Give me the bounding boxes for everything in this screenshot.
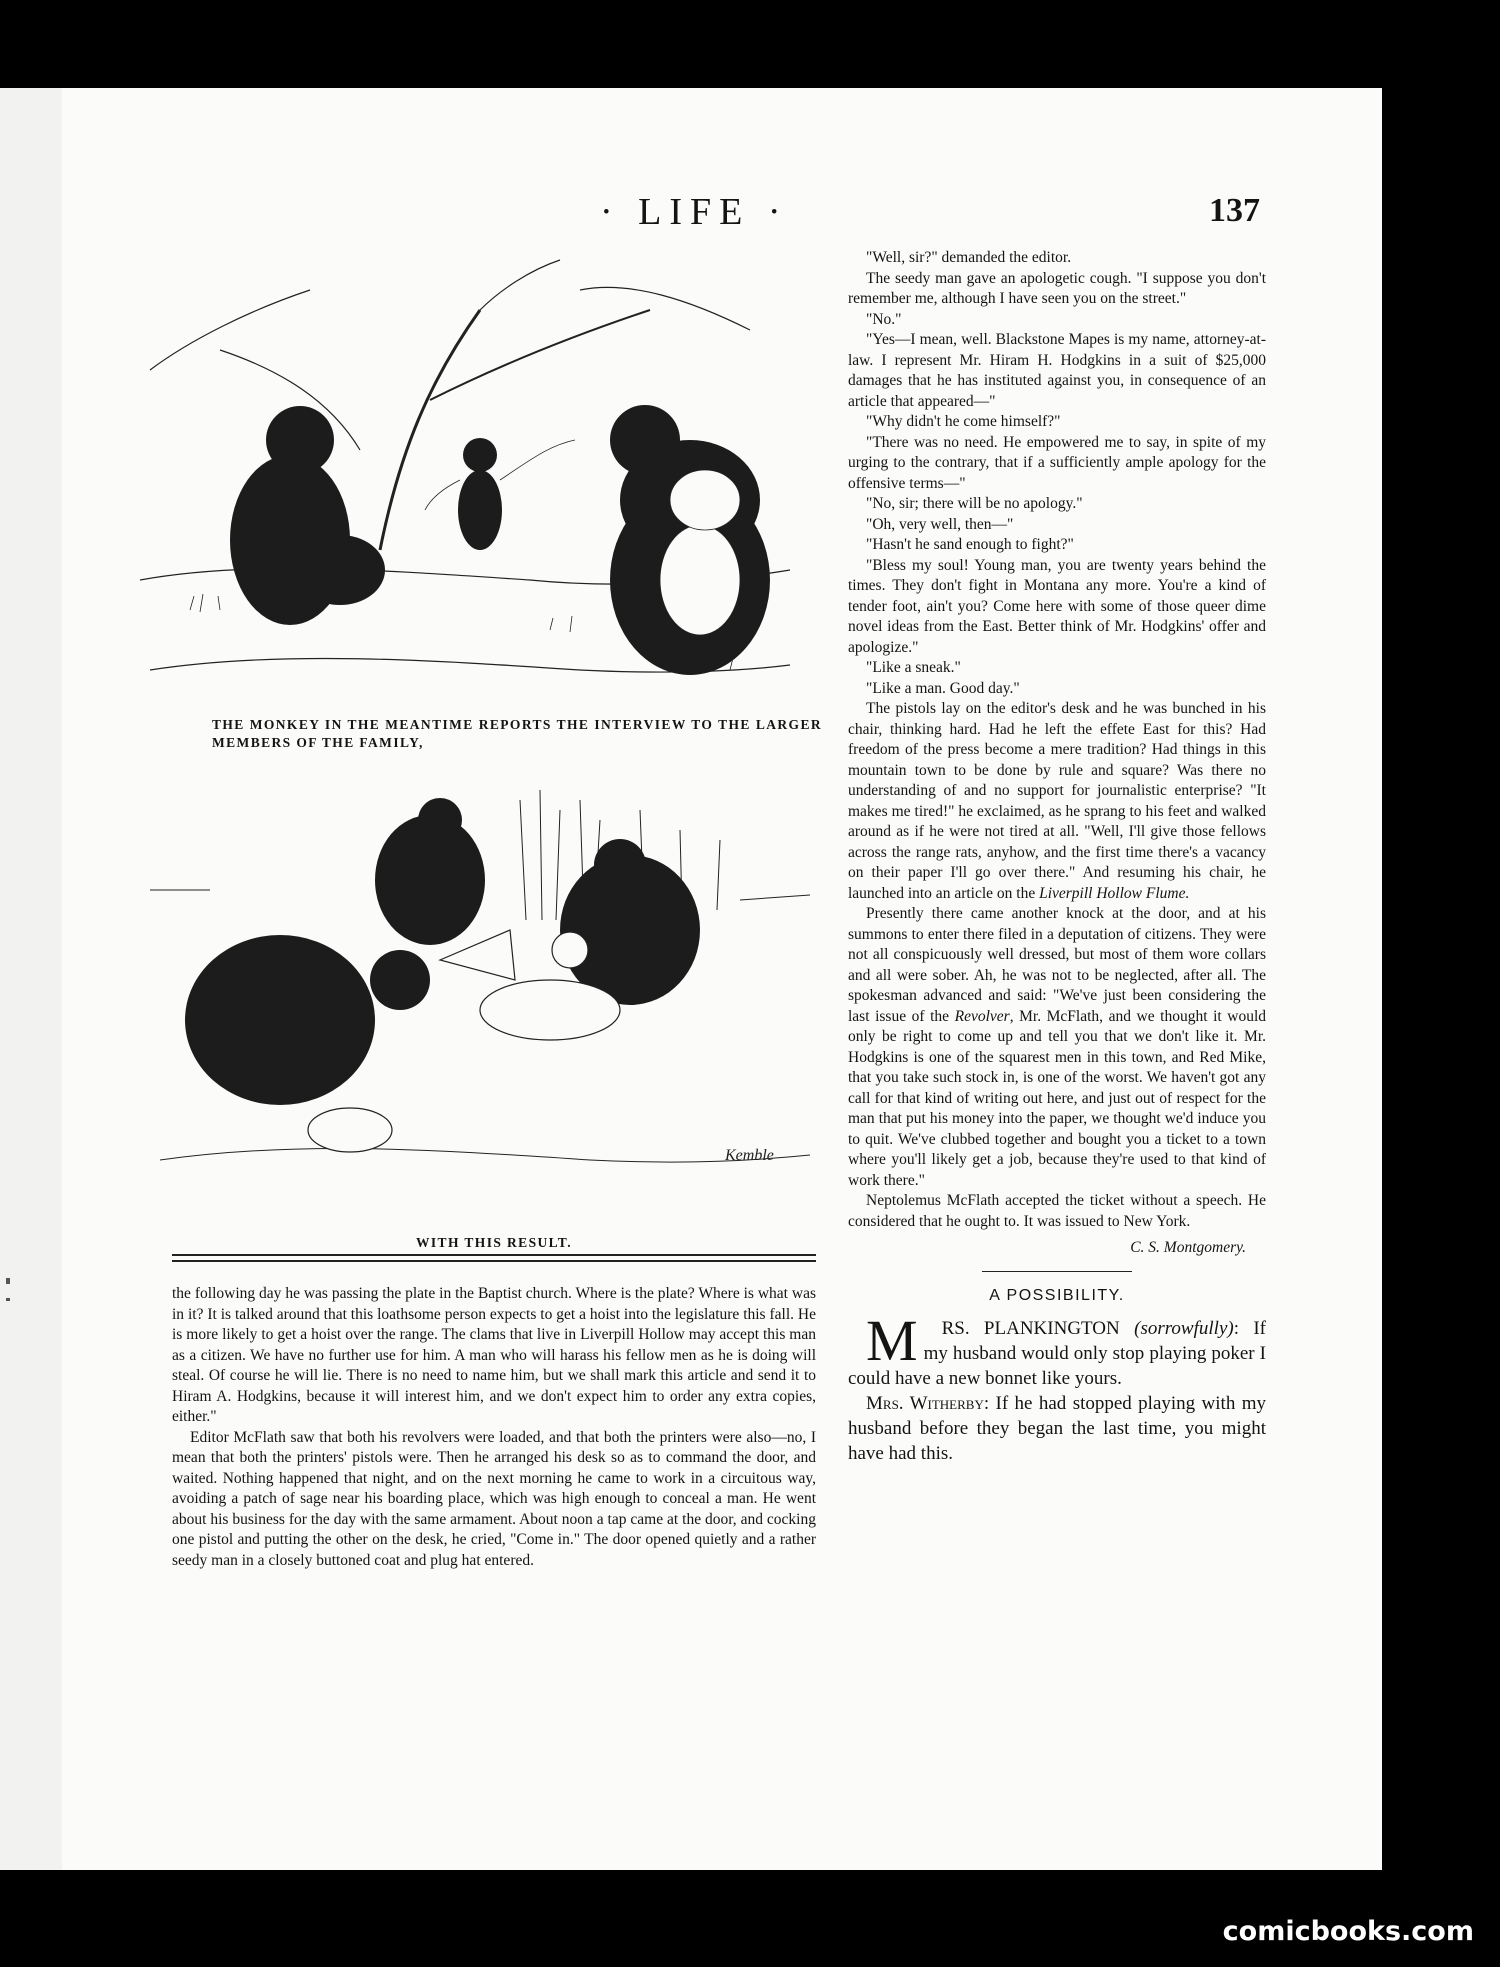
edge-mark (6, 1278, 10, 1284)
dialogue-text: : If he had stopped playing with my husband before they began the last time, you might have had this. (848, 1393, 1266, 1464)
paragraph: Editor McFlath saw that both his revolvers were loaded, and that both the printers were also—no, I mean that both the printers' pistols were. Then he arranged his desk so as to command the door, and waited. Nothing happened that night, and on the next morning he came to work in a circuitous way, avoiding a patch of sage near his boarding place, which was high enough to conceal a man. He went about his business for the day with the same armament. About noon a tap came at the door, and cocking one pistol and putting the other on the desk, he cried, "Come in." The door opened quietly and a rather seedy man in a closely buttoned coat and plug hat entered. (172, 1428, 816, 1569)
text-run: , Mr. McFlath, and we thought it would only be right to come up and tell you that we don't like it. Mr. Hodgkins is one of the squarest men in this town, and Red Mike, that you take such stock in, is one of the worst. We haven't got any call for that kind of writing out here, and just out of respect for the man that put his money into the paper, we thought we'd induce you to quit. We've clubbed together and bought you a ticket to a town where you'll likely get a job, because they're used to that kind of work there." (848, 1007, 1267, 1189)
illustration-monkeys-result (140, 780, 820, 1220)
section-heading: A POSSIBILITY. (989, 1286, 1125, 1304)
masthead: · LIFE · (600, 191, 789, 233)
paragraph-citizens (848, 904, 1266, 1191)
paragraph: "Like a man. Good day." (866, 679, 1020, 697)
paragraph: "There was no need. He empowered me to say, in spite of my urging to the contrary, that if a sufficiently ample apology for the offensive terms—" (848, 433, 1266, 492)
dialogue-line-witherby (848, 1391, 1266, 1466)
dialogue-block (848, 1308, 1267, 1466)
paragraph-pistols (848, 699, 1266, 904)
paragraph: Neptolemus McFlath accepted the ticket without a speech. He considered that he ought to. It was issued to New York. (848, 1192, 1266, 1230)
paragraph: The seedy man gave an apologetic cough. "I suppose you don't remember me, although I have seen you on the street." (848, 269, 1266, 307)
speaker-name: RS. PLANKINGTON (941, 1318, 1120, 1339)
newspaper-title: Liverpill Hollow Flume. (1039, 884, 1190, 902)
artist-signature: Kemble (725, 1147, 774, 1164)
paragraph: "Hasn't he sand enough to fight?" (866, 536, 1074, 553)
left-column-text (172, 1284, 816, 1571)
page-number: 137 (1209, 192, 1260, 229)
illustration-monkeys-clearing (130, 250, 800, 695)
adjacent-page-edge (0, 88, 62, 1870)
watermark: comicbooks.com (1222, 1916, 1474, 1947)
caption-illustration-2: WITH THIS RESULT. (416, 1235, 572, 1250)
dialogue-line-plankington (848, 1308, 1267, 1391)
text-run: Presently there came another knock at the door, and at his summons to enter there filed in a deputation of citizens. They were not all conspicuously well dressed, but most of them wore collars and all were sober. Ah, he was not to be neglected, after all. The spokesman advanced and said: "We've just been considering the last issue of the (848, 905, 1266, 1025)
text-run: The pistols lay on the editor's desk and he was bunched in his chair, thinking hard. Had he left the effete East for this? Had freedom of the press become a mere tradition? Had things in this mountain town to be done by rule and square? Was there no understanding of and no support for journalistic enterprise? "It makes me tired!" he exclaimed, as he sprang to his feet and walked around as if he were not tired at all. "Well, I'll give those fellows across the range rats, anyhow, and the first time there's a vacancy on their paper I'll go over there." And resuming his chair, he launched into an article on the (848, 700, 1266, 902)
caption-illustration-1 (212, 716, 822, 752)
edge-mark (6, 1298, 10, 1301)
double-rule (172, 1254, 816, 1262)
page-header (600, 190, 1260, 238)
speaker-name: Mrs. Witherby (866, 1393, 984, 1414)
paragraph: the following day he was passing the plate in the Baptist church. Where is the plate? Where is what was in it? It is talked around that this loathsome person expects to get a hoist into the legislature this fall. He is more likely to get a hoist over the range. The clams that live in Liverpill Hollow may accept this man as a citizen. We have no further use for him. A man who will harass his fellow men as he is doing will steal. Of course he will lie. There is no need to name him, but we shall mark this article and send it to Hiram A. Hodgkins, because it will interest him, and we don't expect him to order any extra copies, either." (172, 1285, 816, 1425)
dialogue-text: : If my husband would only stop playing poker I could have a new bonnet like yours. (848, 1318, 1267, 1389)
paragraph: "Bless my soul! Young man, you are twenty years behind the times. They don't fight in Montana any more. You're a kind of tender foot, ain't you? Come here with some of those queer dime novel ideas from the East. Better think of Mr. Hodgkins' offer and apologize." (848, 556, 1266, 656)
paragraph: "Oh, very well, then—" (866, 515, 1014, 533)
section-divider (982, 1271, 1132, 1272)
paragraph: "Why didn't he come himself?" (866, 413, 1061, 430)
caption-line: MEMBERS OF THE FAMILY, (212, 735, 424, 750)
drop-cap: M (866, 1308, 918, 1373)
author-signature: C. S. Montgomery. (1130, 1239, 1246, 1256)
right-column-text (848, 248, 1266, 1466)
paragraph: "Yes—I mean, well. Blackstone Mapes is my name, attorney-at-law. I represent Mr. Hiram H. Hodgkins in a suit of $25,000 damages that he has instituted against you, in consequence of an article that appeared—" (848, 331, 1266, 410)
paragraph: "No, sir; there will be no apology." (866, 495, 1083, 512)
newspaper-title: Revolver (954, 1007, 1010, 1025)
paragraph: "No." (866, 310, 902, 328)
paragraph: "Like a sneak." (866, 659, 961, 676)
caption-line: THE MONKEY IN THE MEANTIME REPORTS THE INTERVIEW TO THE LARGER (212, 717, 822, 732)
stage-direction: (sorrowfully) (1134, 1318, 1234, 1339)
paragraph: "Well, sir?" demanded the editor. (866, 249, 1072, 266)
